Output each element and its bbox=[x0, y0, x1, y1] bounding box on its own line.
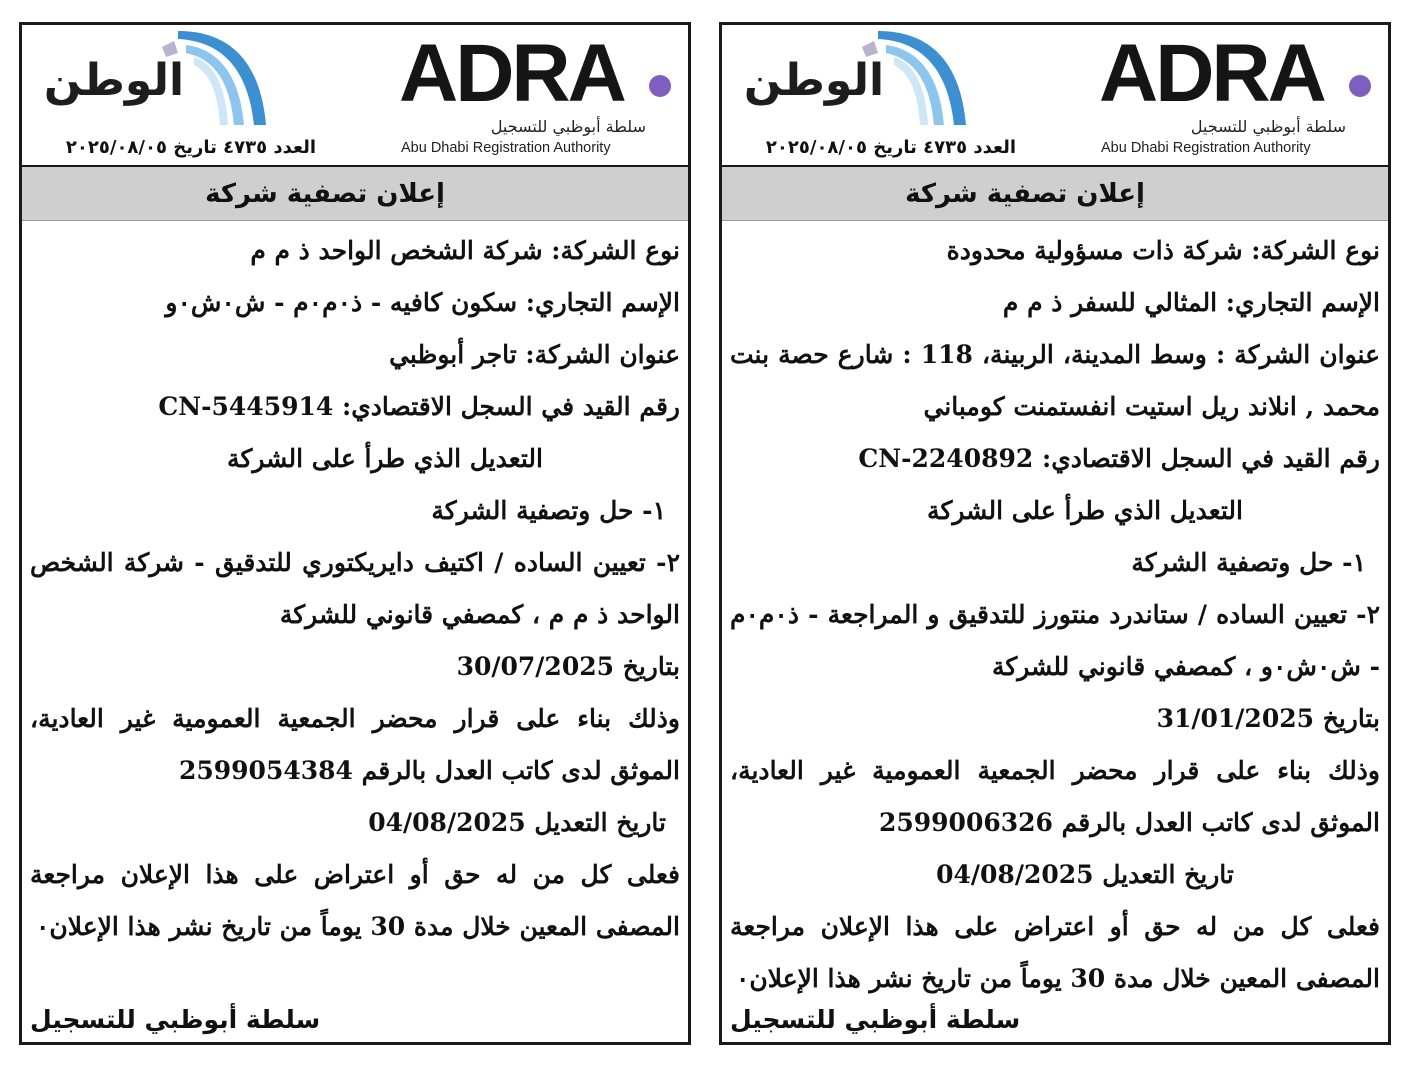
liquidation-notice-left bbox=[19, 22, 691, 1045]
issue-date-line: العدد ٤٧٣٥ تاريخ ٢٠٢٥/٠٨/٠٥ bbox=[65, 137, 317, 158]
amendment-item-2: ٢- تعيين الساده / ستاندرد منتورز للتدقيق و المراجعة - ذ٠م٠م - ش٠ش٠و ، كمصفي قانوني للشركة bbox=[730, 600, 1380, 681]
amendment-item-2: ٢- تعيين الساده / اكتيف دايريكتوري للتدقيق - شركة الشخص الواحد ذ م م ، كمصفي قانوني للشركة bbox=[30, 548, 680, 629]
appointment-date: بتاريخ 31/01/2025 bbox=[1156, 704, 1380, 733]
liquidation-notice-right bbox=[719, 22, 1391, 1045]
notice-body bbox=[22, 221, 688, 953]
trade-name: الإسم التجاري: المثالي للسفر ذ م م bbox=[1002, 288, 1380, 317]
amendment-heading: التعديل الذي طرأ على الشركة bbox=[927, 496, 1243, 525]
objection-text: فعلى كل من له حق أو اعتراض على هذا الإعلان مراجعة المصفى المعين خلال مدة 30 يوماً من تاريخ نشر هذا الإعلان٠ bbox=[30, 860, 680, 941]
trade-name: الإسم التجاري: سكون كافيه - ذ٠م٠م - ش٠ش٠و bbox=[165, 288, 680, 317]
masthead bbox=[722, 25, 1388, 165]
footer-signature: سلطة أبوظبي للتسجيل bbox=[730, 1005, 1021, 1034]
appointment-date: بتاريخ 30/07/2025 bbox=[456, 652, 680, 681]
registration-number: رقم القيد في السجل الاقتصادي: CN-2240892 bbox=[858, 444, 1380, 473]
adra-logo: ADRA bbox=[399, 28, 624, 119]
masthead bbox=[22, 25, 688, 165]
newspaper-name: الوطن bbox=[743, 55, 885, 106]
authority-name-en: Abu Dhabi Registration Authority bbox=[401, 140, 611, 156]
title-bar bbox=[722, 165, 1388, 221]
resolution-text: وذلك بناء على قرار محضر الجمعية العمومية غير العادية، الموثق لدى كاتب العدل بالرقم 2599006326 bbox=[730, 756, 1380, 837]
newspaper-name: الوطن bbox=[43, 55, 185, 106]
notice-title: إعلان تصفية شركة bbox=[905, 178, 1145, 209]
company-address: عنوان الشركة: تاجر أبوظبي bbox=[389, 340, 680, 369]
company-address: عنوان الشركة : وسط المدينة، الربينة، 118 : شارع حصة بنت محمد , انلاند ريل استيت انفستمنت كومباني bbox=[730, 340, 1380, 421]
authority-name-en: Abu Dhabi Registration Authority bbox=[1101, 140, 1311, 156]
adra-dot-icon bbox=[1349, 75, 1371, 97]
title-bar bbox=[22, 165, 688, 221]
notice-title: إعلان تصفية شركة bbox=[205, 178, 445, 209]
notice-body bbox=[722, 221, 1388, 1005]
company-type: نوع الشركة: شركة ذات مسؤولية محدودة bbox=[946, 236, 1380, 265]
issue-date-line: العدد ٤٧٣٥ تاريخ ٢٠٢٥/٠٨/٠٥ bbox=[765, 137, 1017, 158]
amendment-item-1: ١- حل وتصفية الشركة bbox=[1131, 548, 1366, 577]
resolution-text: وذلك بناء على قرار محضر الجمعية العمومية غير العادية، الموثق لدى كاتب العدل بالرقم 2599054384 bbox=[30, 704, 680, 785]
company-type: نوع الشركة: شركة الشخص الواحد ذ م م bbox=[250, 236, 680, 265]
amendment-item-1: ١- حل وتصفية الشركة bbox=[431, 496, 666, 525]
authority-name-ar: سلطة أبوظبي للتسجيل bbox=[490, 117, 646, 136]
footer-signature: سلطة أبوظبي للتسجيل bbox=[30, 1005, 321, 1034]
authority-name-ar: سلطة أبوظبي للتسجيل bbox=[1190, 117, 1346, 136]
objection-text: فعلى كل من له حق أو اعتراض على هذا الإعلان مراجعة المصفى المعين خلال مدة 30 يوماً من تاريخ نشر هذا الإعلان٠ bbox=[730, 912, 1380, 993]
adra-dot-icon bbox=[649, 75, 671, 97]
adra-logo: ADRA bbox=[1099, 28, 1324, 119]
amendment-heading: التعديل الذي طرأ على الشركة bbox=[227, 444, 543, 473]
amendment-date: تاريخ التعديل 04/08/2025 bbox=[936, 860, 1234, 889]
registration-number: رقم القيد في السجل الاقتصادي: CN-5445914 bbox=[158, 392, 680, 421]
amendment-date: تاريخ التعديل 04/08/2025 bbox=[368, 808, 666, 837]
